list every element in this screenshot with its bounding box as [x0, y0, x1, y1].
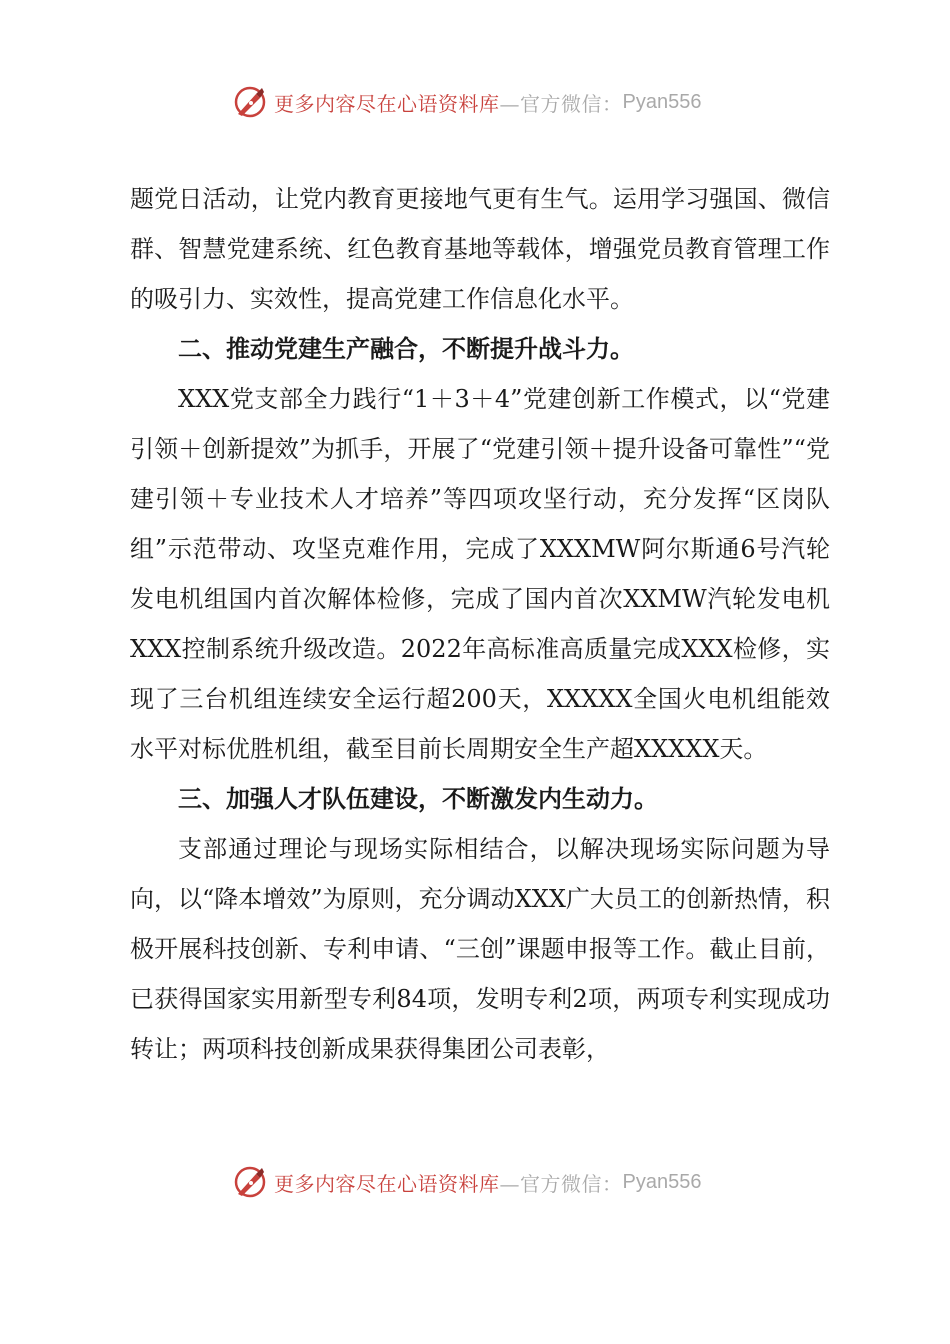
document-body [130, 174, 830, 1074]
watermark-account: Pyan556 [622, 90, 702, 113]
paragraph: XXX党支部全力践行“1＋3＋4”党建创新工作模式，以“党建引领＋创新提效”为抓手，开展了“党建引领＋提升设备可靠性”“党建引领＋专业技术人才培养”等四项攻坚行动，充分发挥“区岗队组”示范带动、攻坚克难作用，完成了XXXMW阿尔斯通6号汽轮发电机组国内首次解体检修，完成了国内首次XXMW汽轮发电机XXX控制系统升级改造。2022年高标准高质量完成XXX检修，实现了三台机组连续安全运行超200天，XXXXX全国火电机组能效水平对标优胜机组，截至目前长周期安全生产超XXXXX天。 [130, 385, 830, 763]
pen-logo-icon [230, 82, 270, 122]
section-heading: 三、加强人才队伍建设，不断激发内生动力。 [178, 785, 658, 813]
watermark-footer [230, 1160, 701, 1204]
paragraph: 题党日活动，让党内教育更接地气更有生气。运用学习强国、微信群、智慧党建系统、红色教育基地等载体，增强党员教育管理工作的吸引力、实效性，提高党建工作信息化水平。 [130, 185, 830, 313]
pen-logo-icon [230, 1162, 270, 1202]
section-heading: 二、推动党建生产融合，不断提升战斗力。 [178, 335, 634, 363]
watermark-header [230, 80, 701, 124]
watermark-separator: —官方微信： [499, 1171, 623, 1196]
watermark-separator: —官方微信： [499, 91, 623, 116]
watermark-title: 更多内容尽在心语资料库 [274, 1171, 500, 1196]
watermark-account: Pyan556 [622, 1170, 702, 1193]
paragraph: 支部通过理论与现场实际相结合，以解决现场实际问题为导向，以“降本增效”为原则，充分调动XXX广大员工的创新热情，积极开展科技创新、专利申请、“三创”课题申报等工作。截止目前，已获得国家实用新型专利84项，发明专利2项，两项专利实现成功转让；两项科技创新成果获得集团公司表彰， [130, 835, 830, 1063]
watermark-title: 更多内容尽在心语资料库 [274, 91, 500, 116]
